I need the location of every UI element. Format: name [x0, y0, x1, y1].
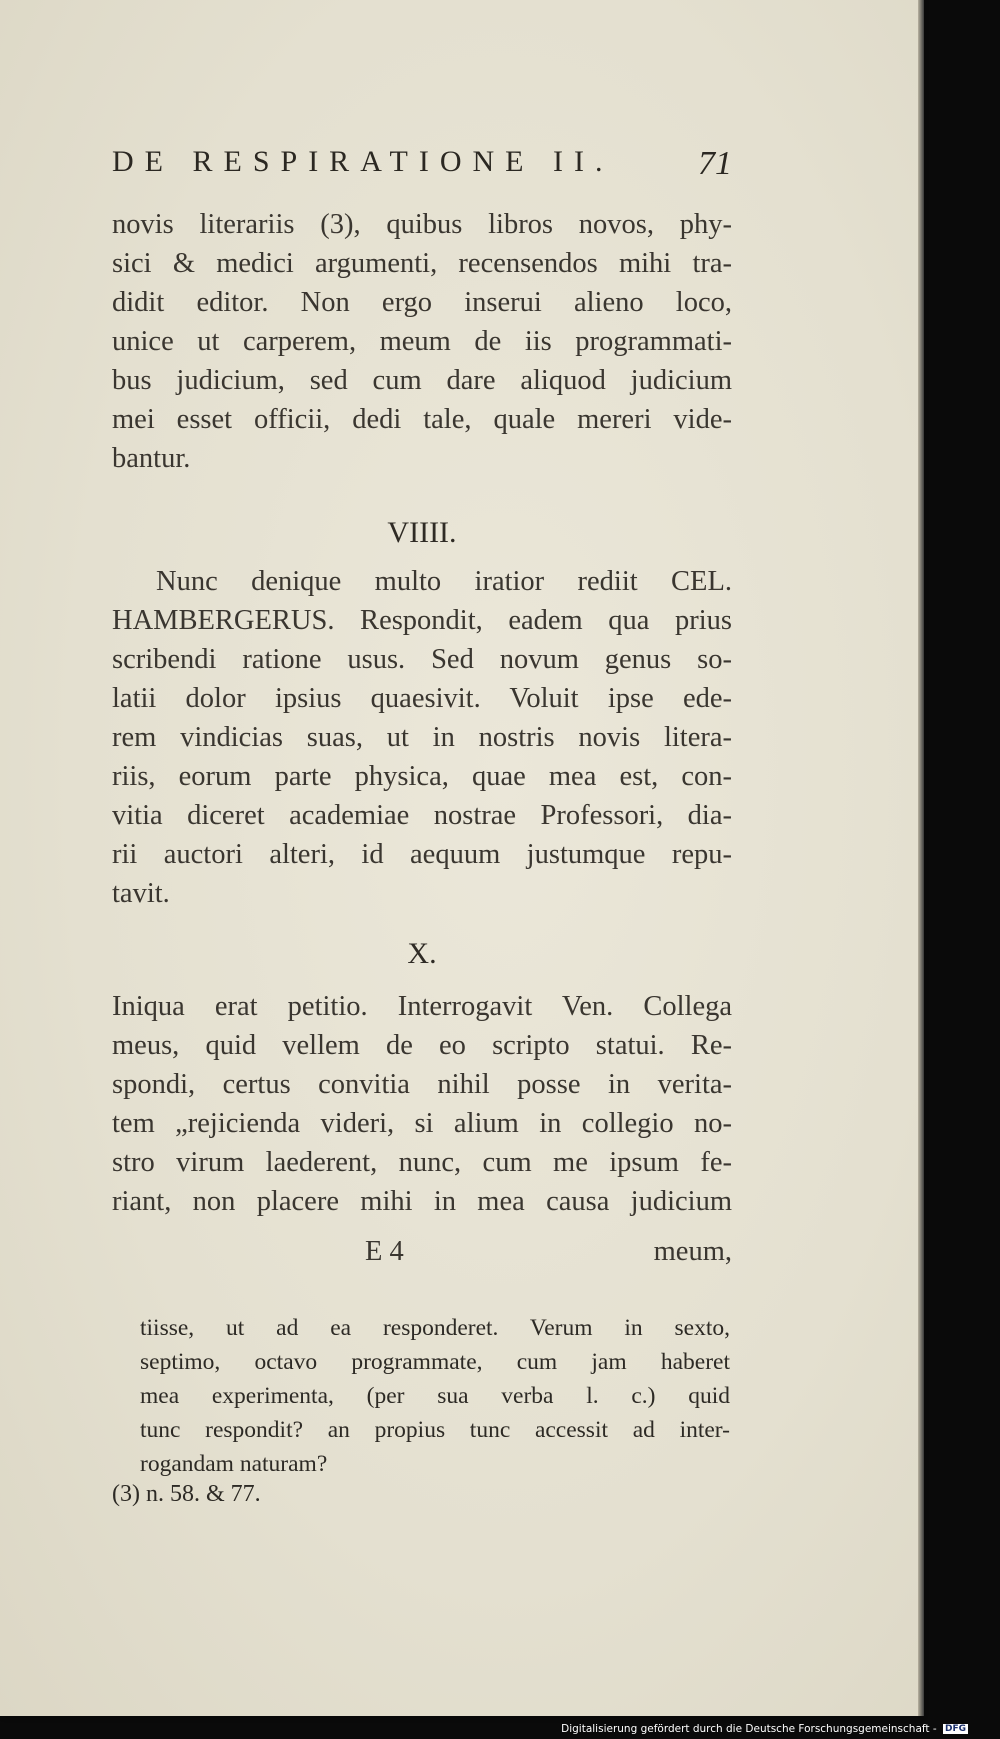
- digitization-credit: [561, 1723, 968, 1735]
- signature-line: [112, 1236, 732, 1275]
- footnote-line: tiisse, ut ad ea responderet. Verum in sexto,: [140, 1315, 730, 1341]
- text-line: riant, non placere mihi in mea causa judicium: [112, 1186, 732, 1217]
- text-line: Nunc denique multo iratior rediit CEL.: [156, 566, 732, 597]
- running-header: [112, 145, 732, 189]
- text-line: latii dolor ipsius quaesivit. Voluit ipse ede-: [112, 683, 732, 714]
- text-line: HAMBERGERUS. Respondit, eadem qua prius: [112, 605, 732, 636]
- text-line: mei esset officii, dedi tale, quale mereri vide-: [112, 404, 732, 435]
- catchword: meum,: [653, 1236, 732, 1267]
- text-line: bantur.: [112, 443, 191, 474]
- credit-text: Digitalisierung gefördert durch die Deutsche Forschungsgemeinschaft -: [561, 1723, 937, 1735]
- paragraph-3: [112, 987, 732, 1221]
- page-number: 71: [698, 145, 732, 182]
- text-line: unice ut carperem, meum de iis programmati-: [112, 326, 732, 357]
- text-line: sici & medici argumenti, recensendos mihi tra-: [112, 248, 732, 279]
- dfg-logo-icon: DFG: [944, 1724, 966, 1734]
- text-line: Iniqua erat petitio. Interrogavit Ven. Collega: [112, 991, 732, 1022]
- section-heading-viiii: VIIII.: [387, 516, 457, 549]
- footnote-line: septimo, octavo programmate, cum jam haberet: [140, 1349, 730, 1375]
- text-line: tavit.: [112, 878, 170, 909]
- page-edge: [918, 0, 924, 1716]
- text-line: riis, eorum parte physica, quae mea est, con-: [112, 761, 732, 792]
- section-heading-x: X.: [407, 937, 437, 970]
- text-line: rii auctori alteri, id aequum justumque repu-: [112, 839, 732, 870]
- text-line: meus, quid vellem de eo scripto statui. Re-: [112, 1030, 732, 1061]
- footnote-line: rogandam naturam?: [140, 1451, 328, 1477]
- text-line: spondi, certus convitia nihil posse in verita-: [112, 1069, 732, 1100]
- footnote-reference: (3) n. 58. & 77.: [112, 1481, 261, 1507]
- text-line: tem „rejicienda videri, si alium in collegio no-: [112, 1108, 732, 1139]
- text-line: rem vindicias suas, ut in nostris novis litera-: [112, 722, 732, 753]
- footnote-continuation: [140, 1311, 730, 1481]
- paragraph-2: [112, 562, 732, 913]
- footnote-line: mea experimenta, (per sua verba l. c.) quid: [140, 1383, 730, 1409]
- paragraph-1: [112, 205, 732, 478]
- text-line: bus judicium, sed cum dare aliquod judicium: [112, 365, 732, 396]
- text-line: stro virum laederent, nunc, cum me ipsum fe-: [112, 1147, 732, 1178]
- text-line: didit editor. Non ergo inserui alieno loco,: [112, 287, 732, 318]
- running-title: DE RESPIRATIONE II.: [112, 145, 614, 178]
- text-line: vitia diceret academiae nostrae Professori, dia-: [112, 800, 732, 831]
- signature-mark: E 4: [365, 1236, 404, 1267]
- footnote-line: tunc respondit? an propius tunc accessit ad inter-: [140, 1417, 730, 1443]
- text-line: scribendi ratione usus. Sed novum genus so-: [112, 644, 732, 675]
- text-line: novis literariis (3), quibus libros novos, phy-: [112, 209, 732, 240]
